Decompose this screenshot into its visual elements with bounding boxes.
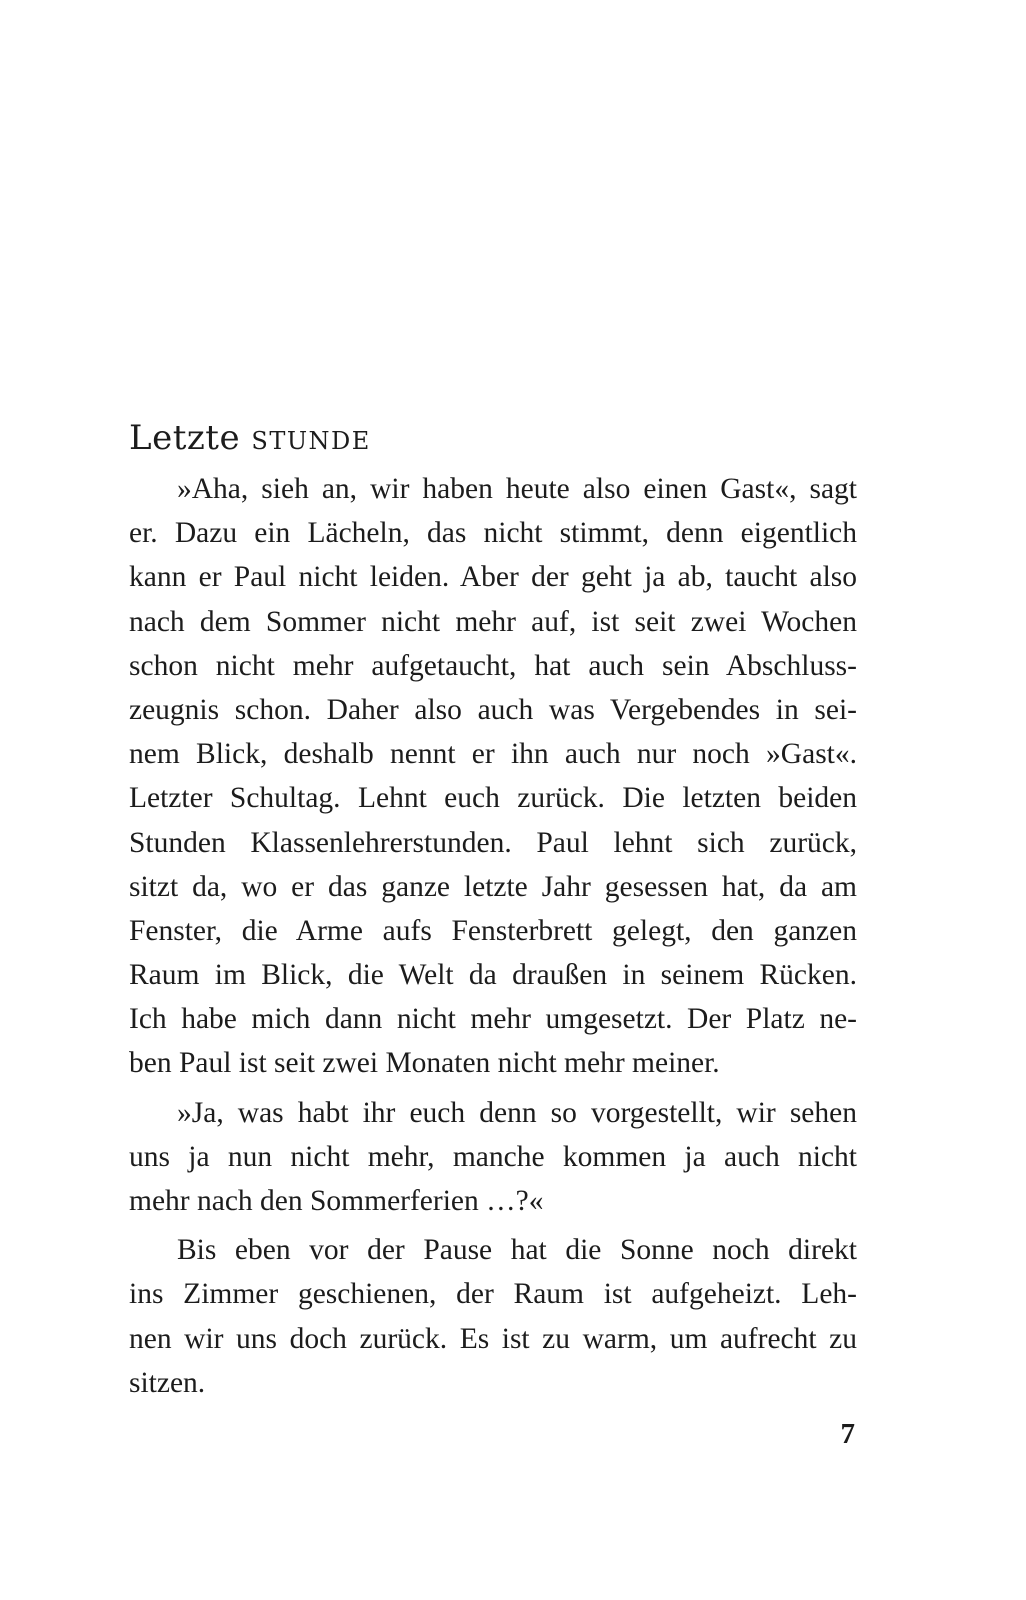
- text-line: ben Paul ist seit zwei Monaten nicht mehr meiner.: [129, 1047, 720, 1080]
- text-line: Bis eben vor der Pause hat die Sonne noch direkt: [177, 1234, 857, 1267]
- body-text: [129, 467, 857, 1405]
- page-number: 7: [840, 1418, 855, 1450]
- text-line: Raum im Blick, die Welt da draußen in seinem Rücken.: [129, 959, 857, 992]
- text-line: Fenster, die Arme aufs Fensterbrett gelegt, den ganzen: [129, 914, 857, 947]
- text-line: sitzt da, wo er das ganze letzte Jahr gesessen hat, da am: [129, 870, 857, 903]
- text-line: »Ja, was habt ihr euch denn so vorgestellt, wir sehen: [177, 1096, 857, 1129]
- text-line: uns ja nun nicht mehr, manche kommen ja auch nicht: [129, 1140, 857, 1173]
- text-line: zeugnis schon. Daher also auch was Vergebendes in sei-: [129, 693, 857, 726]
- chapter-title-small-caps: stunde: [251, 418, 371, 458]
- text-line: Ich habe mich dann nicht mehr umgesetzt. Der Platz ne-: [129, 1003, 857, 1036]
- text-line: er. Dazu ein Lächeln, das nicht stimmt, denn eigentlich: [129, 517, 857, 550]
- text-line: kann er Paul nicht leiden. Aber der geht ja ab, taucht also: [129, 561, 857, 594]
- text-line: nem Blick, deshalb nennt er ihn auch nur noch »Gast«.: [129, 738, 857, 771]
- text-line: ins Zimmer geschienen, der Raum ist aufgeheizt. Leh-: [129, 1278, 857, 1311]
- text-line: nach dem Sommer nicht mehr auf, ist seit zwei Wochen: [129, 605, 857, 638]
- text-line: nen wir uns doch zurück. Es ist zu warm, um aufrecht zu: [129, 1322, 857, 1355]
- text-line: Letzter Schultag. Lehnt euch zurück. Die letzten beiden: [129, 782, 857, 815]
- text-line: Stunden Klassenlehrerstunden. Paul lehnt sich zurück,: [129, 826, 857, 859]
- text-line: »Aha, sieh an, wir haben heute also einen Gast«, sagt: [177, 473, 857, 505]
- chapter-title-main: Letzte: [129, 418, 252, 458]
- text-line: sitzen.: [129, 1366, 206, 1399]
- text-line: schon nicht mehr aufgetaucht, hat auch sein Abschluss-: [129, 649, 857, 682]
- paragraph-2: [129, 1091, 857, 1224]
- text-line: mehr nach den Sommerferien …?«: [129, 1185, 544, 1217]
- paragraph-1: [129, 467, 857, 1086]
- paragraph-3: [129, 1228, 857, 1405]
- chapter-title: [129, 418, 371, 458]
